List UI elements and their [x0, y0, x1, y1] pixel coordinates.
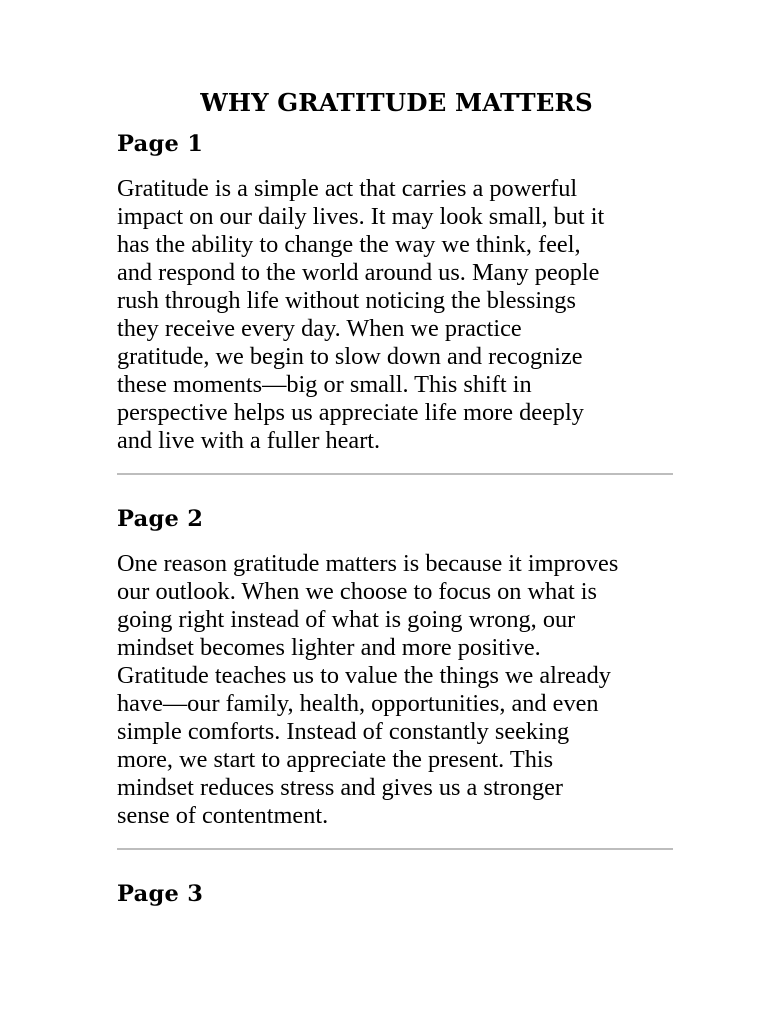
paragraph-line: mindset reduces stress and gives us a stronger	[117, 774, 564, 801]
section-heading-page-2: Page 2	[117, 506, 204, 532]
section-paragraph-page-1	[117, 175, 673, 455]
paragraph-line: simple comforts. Instead of constantly seeking	[117, 718, 570, 745]
paragraph-line: going right instead of what is going wrong, our	[117, 606, 576, 633]
paragraph-line: Gratitude is a simple act that carries a powerful	[117, 175, 578, 202]
paragraph-line: and respond to the world around us. Many people	[117, 259, 600, 286]
paragraph-line: perspective helps us appreciate life more deeply	[117, 399, 584, 426]
paragraph-line: more, we start to appreciate the present. This	[117, 746, 554, 773]
paragraph-line: sense of contentment.	[117, 802, 329, 829]
section-divider	[117, 473, 673, 475]
paragraph-line: and live with a fuller heart.	[117, 427, 381, 454]
paragraph-line: impact on our daily lives. It may look small, but it	[117, 203, 605, 230]
section-divider	[117, 848, 673, 850]
document-title: WHY GRATITUDE MATTERS	[200, 88, 593, 117]
paragraph-line: they receive every day. When we practice	[117, 315, 522, 342]
section-heading-page-3: Page 3	[117, 881, 204, 907]
section-paragraph-page-2	[117, 550, 673, 830]
paragraph-line: One reason gratitude matters is because it improves	[117, 550, 619, 577]
section-heading-page-1: Page 1	[117, 131, 204, 157]
paragraph-line: our outlook. When we choose to focus on what is	[117, 578, 598, 605]
document-page	[117, 84, 673, 908]
paragraph-line: gratitude, we begin to slow down and recognize	[117, 343, 583, 370]
paragraph-line: these moments—big or small. This shift in	[117, 371, 532, 398]
paragraph-line: rush through life without noticing the blessings	[117, 287, 576, 314]
paragraph-line: has the ability to change the way we think, feel,	[117, 231, 581, 258]
paragraph-line: Gratitude teaches us to value the things we already	[117, 662, 611, 689]
paragraph-line: have—our family, health, opportunities, and even	[117, 690, 599, 717]
paragraph-line: mindset becomes lighter and more positive.	[117, 634, 541, 661]
